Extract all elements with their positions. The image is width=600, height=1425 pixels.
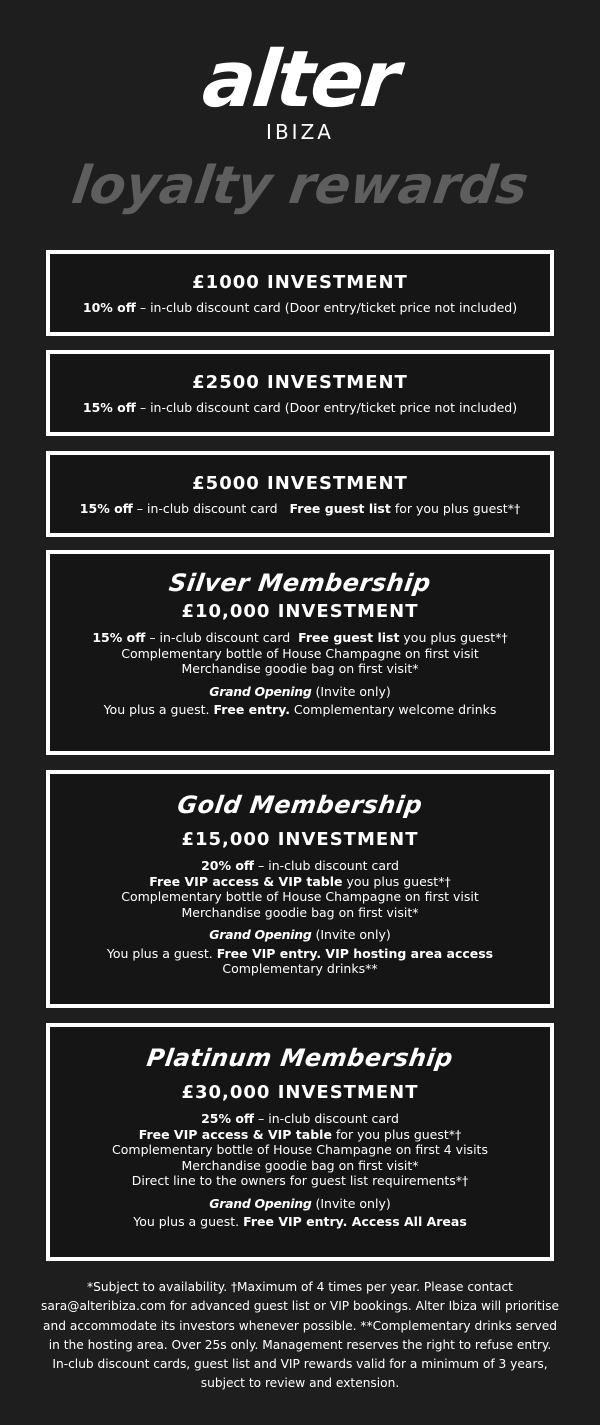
benefit-line: Free VIP access & VIP table for you plus guest*†	[138, 1126, 462, 1142]
benefit-line: Direct line to the owners for guest list requirements*†	[131, 1173, 469, 1188]
membership-name: Silver Membership	[167, 569, 433, 597]
benefit-line: Complementary bottle of House Champagne on first visit	[121, 889, 479, 904]
grand-opening-line: You plus a guest. Free VIP entry. Access All Areas	[133, 1214, 467, 1229]
membership-name: Gold Membership	[175, 791, 425, 819]
benefit-line: Merchandise goodie bag on first visit*	[181, 904, 419, 920]
tier-2500	[46, 350, 554, 436]
benefit-line: Free VIP access & VIP table you plus guest*†	[149, 873, 451, 889]
benefit-line: 20% off – in-club discount card	[201, 858, 399, 873]
grand-opening-line: You plus a guest. Free VIP entry. VIP hosting area access	[106, 945, 494, 961]
gold-membership	[46, 770, 554, 1008]
membership-investment: £30,000 INVESTMENT	[181, 1082, 419, 1103]
page-heading: loyalty rewards	[68, 156, 532, 216]
membership-name: Platinum Membership	[145, 1044, 455, 1072]
benefit-line: Complementary bottle of House Champagne on first visit	[121, 645, 479, 661]
grand-opening-heading: Grand Opening (Invite only)	[209, 1195, 391, 1211]
footer-terms: *Subject to availability. †Maximum of 4 times per year. Please contact sara@alteribiza.com for advanced guest list or VIP bookings. Alter Ibiza will prioritise and accommodate its investors whenever possible. **Complementary drinks served in the hosting area. Over 25s only. Management reserves the right to refuse entry. In-club discount cards, guest list and VIP rewards valid for a minimum of 3 years, subject to review and extension.	[40, 1280, 560, 1391]
membership-investment: £10,000 INVESTMENT	[181, 601, 419, 622]
grand-opening-heading: Grand Opening (Invite only)	[209, 683, 391, 699]
benefit-line: 15% off – in-club discount card Free guest list you plus guest*†	[92, 630, 508, 645]
brand-logo: alter	[198, 35, 402, 125]
tier-title: £5000 INVESTMENT	[192, 473, 408, 494]
grand-opening-line: You plus a guest. Free entry. Complementary welcome drinks	[103, 702, 497, 717]
header	[0, 35, 600, 144]
tier-title: £1000 INVESTMENT	[192, 272, 408, 293]
grand-opening-line: Complementary drinks**	[222, 961, 378, 976]
tier-title: £2500 INVESTMENT	[192, 372, 408, 393]
benefit-line: Merchandise goodie bag on first visit*	[181, 661, 419, 676]
benefit-line: Complementary bottle of House Champagne on first 4 visits	[112, 1142, 488, 1157]
grand-opening-heading: Grand Opening (Invite only)	[209, 927, 391, 942]
platinum-membership	[46, 1023, 554, 1261]
tier-benefit: 10% off – in-club discount card (Door entry/ticket price not included)	[82, 300, 518, 315]
tier-benefit: 15% off – in-club discount card Free guest list for you plus guest*†	[79, 501, 521, 516]
tier-benefit: 15% off – in-club discount card (Door entry/ticket price not included)	[82, 400, 518, 415]
brand-location: IBIZA	[266, 120, 334, 144]
tier-5000	[46, 451, 554, 537]
tier-1000	[46, 250, 554, 336]
silver-membership	[46, 550, 554, 755]
benefit-line: Merchandise goodie bag on first visit*	[181, 1157, 419, 1173]
benefit-line: 25% off – in-club discount card	[201, 1111, 399, 1126]
membership-investment: £15,000 INVESTMENT	[181, 829, 419, 850]
